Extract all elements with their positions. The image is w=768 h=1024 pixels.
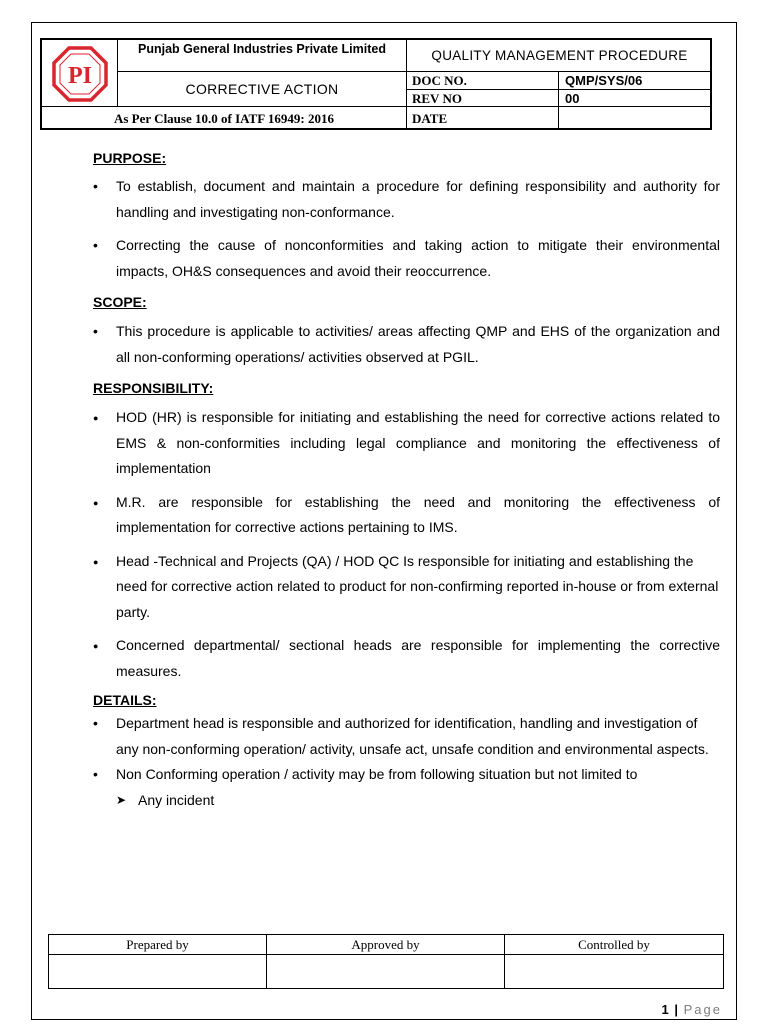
scope-heading: SCOPE:: [93, 294, 147, 310]
purpose-heading: PURPOSE:: [93, 150, 167, 166]
list-item: ● HOD (HR) is responsible for initiating and establishing the need for corrective actions related to EMS & non-conformities including legal compliance and monitoring the effectiveness of implementation: [93, 405, 720, 482]
document-header-table: [40, 38, 712, 130]
date-label: DATE: [407, 107, 559, 130]
doc-no-value: QMP/SYS/06: [559, 72, 712, 90]
document-title: CORRECTIVE ACTION: [118, 72, 407, 107]
clause-reference: As Per Clause 10.0 of IATF 16949: 2016: [42, 107, 407, 130]
company-name: Punjab General Industries Private Limited: [118, 40, 407, 72]
purpose-list: [93, 174, 720, 284]
list-item: • To establish, document and maintain a procedure for defining responsibility and authority for handling and investigating non-conformance.: [93, 174, 720, 225]
list-item: ● Head -Technical and Projects (QA) / HOD QC Is responsible for initiating and establishing the need for corrective action related to product for non-confirming reported in-house or from external party.: [93, 549, 720, 626]
list-item: ● Concerned departmental/ sectional heads are responsible for implementing the corrective measures.: [93, 633, 720, 684]
prepared-by-signature: [49, 955, 267, 989]
rev-no-label: REV NO: [407, 90, 559, 107]
date-value: [559, 107, 712, 130]
page-separator: |: [674, 1002, 679, 1017]
list-item: ● M.R. are responsible for establishing the need and monitoring the effectiveness of implementation for corrective actions pertaining to IMS.: [93, 490, 720, 541]
scope-list: [93, 319, 720, 370]
sub-list-item: [93, 788, 720, 813]
controlled-by-label: Controlled by: [505, 935, 724, 955]
document-body: [93, 150, 720, 813]
page-number-value: 1: [661, 1002, 670, 1017]
page-word: Page: [683, 1002, 722, 1017]
responsibility-heading: RESPONSIBILITY:: [93, 380, 214, 396]
list-item: • Non Conforming operation / activity may be from following situation but not limited to: [93, 762, 720, 788]
signoff-table: [48, 934, 724, 989]
rev-no-value: 00: [559, 90, 712, 107]
details-list: [93, 711, 720, 788]
arrow-bullet-icon: ➤: [116, 792, 127, 807]
list-item: • Correcting the cause of nonconformities and taking action to mitigate their environmental impacts, OH&S consequences and avoid their reoccurrence.: [93, 233, 720, 284]
company-logo-icon: [52, 46, 108, 102]
responsibility-list: [93, 405, 720, 684]
procedure-type: QUALITY MANAGEMENT PROCEDURE: [407, 40, 712, 72]
sub-item-text: Any incident: [138, 791, 215, 808]
logo-text: PI: [68, 63, 92, 89]
approved-by-label: Approved by: [267, 935, 505, 955]
list-item: • Department head is responsible and authorized for identification, handling and investigation of any non-conforming operation/ activity, unsafe act, unsafe condition and environmental aspects.: [93, 711, 720, 762]
controlled-by-signature: [505, 955, 724, 989]
logo-cell: [42, 40, 118, 107]
list-item: • This procedure is applicable to activities/ areas affecting QMP and EHS of the organization and all non-conforming operations/ activities observed at PGIL.: [93, 319, 720, 370]
details-heading: DETAILS:: [93, 692, 157, 708]
doc-no-label: DOC NO.: [407, 72, 559, 90]
approved-by-signature: [267, 955, 505, 989]
page-number: [662, 1002, 723, 1017]
prepared-by-label: Prepared by: [49, 935, 267, 955]
